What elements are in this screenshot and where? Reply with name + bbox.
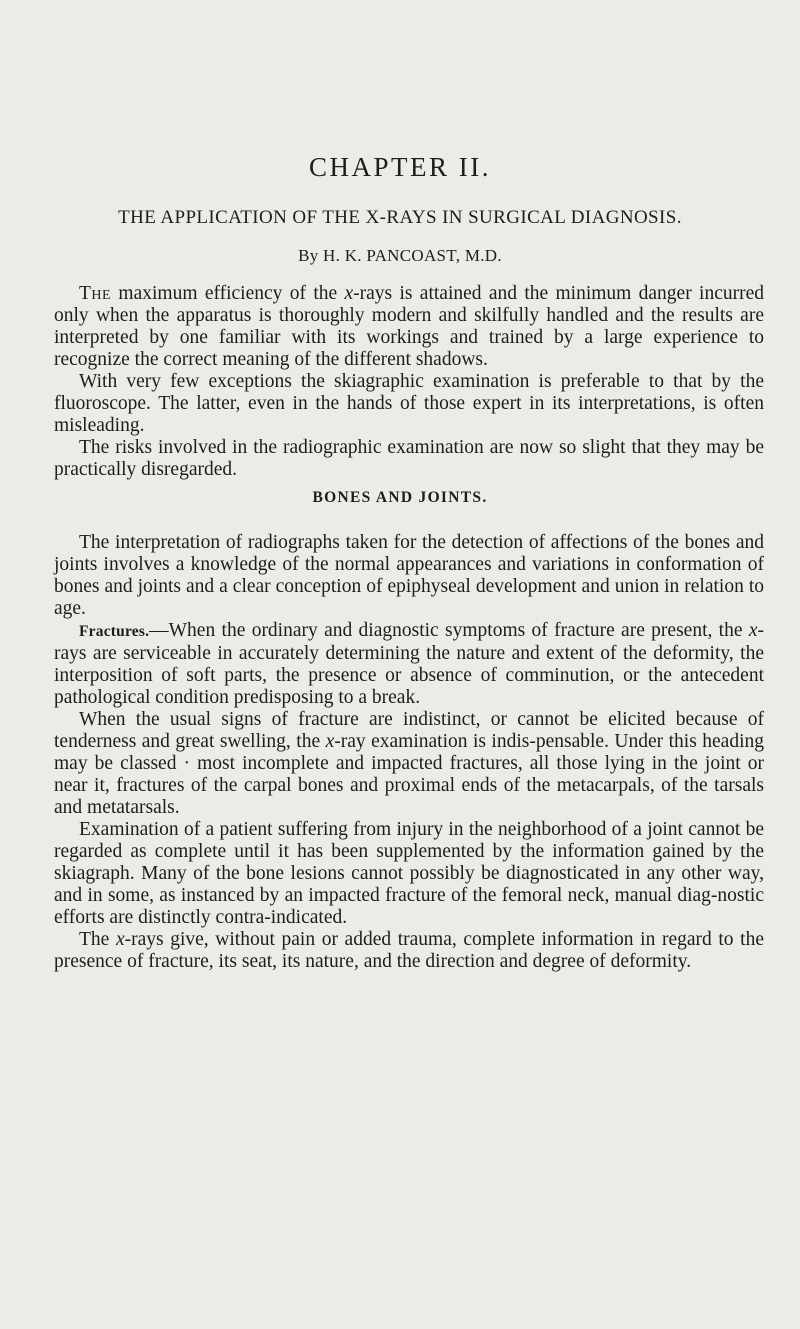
intro-paragraph-1: The maximum efficiency of the x-rays is attained and the minimum danger incurred only when the apparatus is thoroughly modern and skilfully handled and the results are interpreted by one familiar with its workings and trained by a large experience to recognize the correct meaning of the different shadows.: [54, 283, 765, 370]
intro-paragraph-2: With very few exceptions the skiagraphic examination is preferable to that by the fluoroscope. The latter, even in the hands of those expert in its interpretations, is often misleading.: [54, 371, 764, 436]
chapter-heading: CHAPTER II.: [309, 152, 491, 182]
intro-text: [54, 283, 764, 481]
section-paragraph-5: The x-rays give, without pain or added trauma, complete information in regard to the presence of fracture, its seat, its nature, and the direction and degree of deformity.: [54, 929, 764, 972]
section-text: [54, 532, 764, 973]
x-italic: x: [748, 620, 758, 641]
x-italic: x: [325, 731, 335, 752]
fractures-runin-heading: Fractures.: [79, 623, 150, 640]
x-italic: x: [115, 929, 125, 950]
author-byline: By H. K. PANCOAST, M.D.: [298, 246, 502, 265]
section-paragraph-2: Fractures.—When the ordinary and diagnostic symptoms of fracture are present, the x-rays are serviceable in accurately determining the nature and extent of the deformity, the interposition of soft parts, the presence or absence of comminution, or the antecedent pathological condition predisposing to a break.: [54, 620, 764, 708]
x-italic: x: [344, 283, 354, 304]
section-paragraph-3: When the usual signs of fracture are indistinct, or cannot be elicited because of tenderness and great swelling, the x-ray examination is indis-pensable. Under this heading may be classed · most incomplete and impacted fractures, all those lying in the joint or near it, fractures of the carpal bones and proximal ends of the metacarpals, of the tarsals and metatarsals.: [54, 709, 764, 818]
lead-word: The: [79, 283, 112, 304]
section-heading: BONES AND JOINTS.: [312, 489, 488, 506]
intro-paragraph-3: The risks involved in the radiographic examination are now so slight that they may be practically disregarded.: [54, 437, 764, 480]
section-paragraph-4: Examination of a patient suffering from injury in the neighborhood of a joint cannot be regarded as complete until it has been supplemented by the information gained by the skiagraph. Many of the bone lesions cannot possibly be diagnosticated in any other way, and in some, as instanced by an impacted fracture of the femoral neck, manual diag-nostic efforts are distinctly contra-indicated.: [54, 819, 764, 928]
chapter-title: THE APPLICATION OF THE X-RAYS IN SURGICAL DIAGNOSIS.: [118, 207, 682, 228]
section-paragraph-1: The interpretation of radiographs taken for the detection of affections of the bones and joints involves a knowledge of the normal appearances and variations in conformation of bones and joints and a clear conception of epiphyseal development and union in relation to age.: [54, 532, 764, 619]
